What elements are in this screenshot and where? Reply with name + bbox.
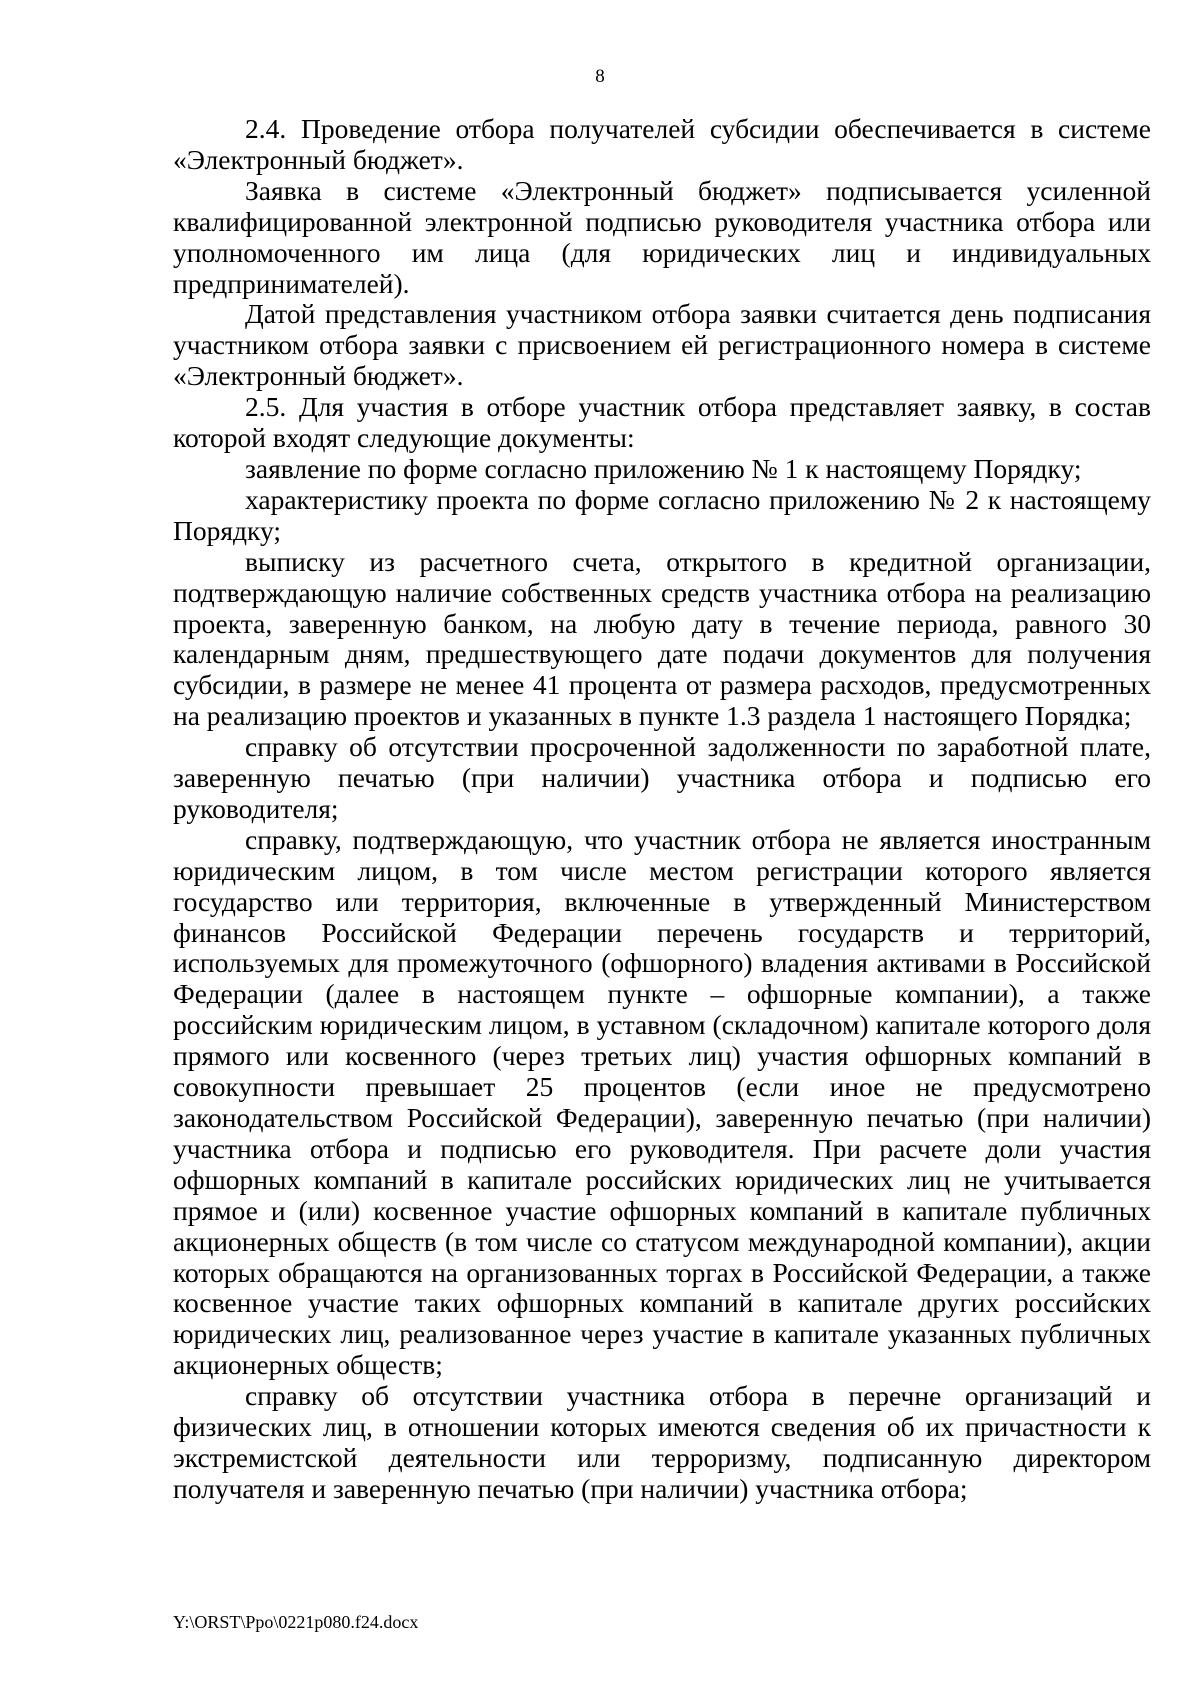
list-item-salary-debt-certificate: справку об отсутствии просроченной задолженности по заработной плате, заверенную печатью (при наличии) участника отбора и подписью его руководителя; <box>173 731 1151 824</box>
list-item-offshore-certificate: справку, подтверждающую, что участник отбора не является иностранным юридическим лицом, в том числе местом регистрации которого является государство или территория, включенные в утвержденный Министерством финансов Российской Федерации перечень государств и территорий, используемых для промежуточного (офшорного) владения активами в Российской Федерации (далее в настоящем пункте – офшорные компании), а также российским юридическим лицом, в уставном (складочном) капитале которого доля прямого или косвенного (через третьих лиц) участия офшорных компаний в совокупности превышает 25 процентов (если иное не предусмотрено законодательством Российской Федерации), заверенную печатью (при наличии) участника отбора и подписью его руководителя. При расчете доли участия офшорных компаний в капитале российских юридических лиц не учитывается прямое и (или) косвенное участие офшорных компаний в капитале публичных акционерных обществ (в том числе со статусом международной компании), акции которых обращаются на организованных торгах в Российской Федерации, а также косвенное участие таких офшорных компаний в капитале других российских юридических лиц, реализованное через участие в капитале указанных публичных акционерных обществ; <box>173 823 1151 1381</box>
list-item-project-description: характеристику проекта по форме согласно приложению № 2 к настоящему Порядку; <box>173 483 1151 546</box>
list-item-extremism-certificate: справку об отсутствии участника отбора в перечне организаций и физических лиц, в отношении которых имеются сведения об их причастности к экстремистской деятельности или терроризму, подписанную директором получателя и заверенную печатью (при наличии) участника отбора; <box>173 1380 1151 1504</box>
paragraph-2-4: 2.4. Проведение отбора получателей субсидии обеспечивается в системе «Электронный бюджет». <box>173 113 1151 175</box>
paragraph-submission-date: Датой представления участником отбора заявки считается день подписания участником отбора заявки с присвоением ей регистрационного номера в системе «Электронный бюджет». <box>173 298 1151 392</box>
page-number: 8 <box>595 66 605 87</box>
paragraph-2-5: 2.5. Для участия в отборе участник отбора представляет заявку, в состав которой входят следующие документы: <box>173 391 1151 454</box>
footer-file-path: Y:\ORST\Ppo\0221p080.f24.docx <box>173 1612 419 1632</box>
list-item-bank-statement: выписку из расчетного счета, открытого в кредитной организации, подтверждающую наличие собственных средств участника отбора на реализацию проекта, заверенную банком, на любую дату в течение периода, равного 30 календарным дням, предшествующего дате подачи документов для получения субсидии, в размере не менее 41 процента от размера расходов, предусмотренных на реализацию проектов и указанных в пункте 1.3 раздела 1 настоящего Порядка; <box>173 545 1151 732</box>
paragraph-application-signing: Заявка в системе «Электронный бюджет» подписывается усиленной квалифицированной электронной подписью руководителя участника отбора или уполномоченного им лица (для юридических лиц и индивидуальных предпринимателей). <box>173 174 1151 299</box>
document-body <box>173 114 1151 1505</box>
list-item-statement: заявление по форме согласно приложению № 1 к настоящему Порядку; <box>245 452 1082 484</box>
